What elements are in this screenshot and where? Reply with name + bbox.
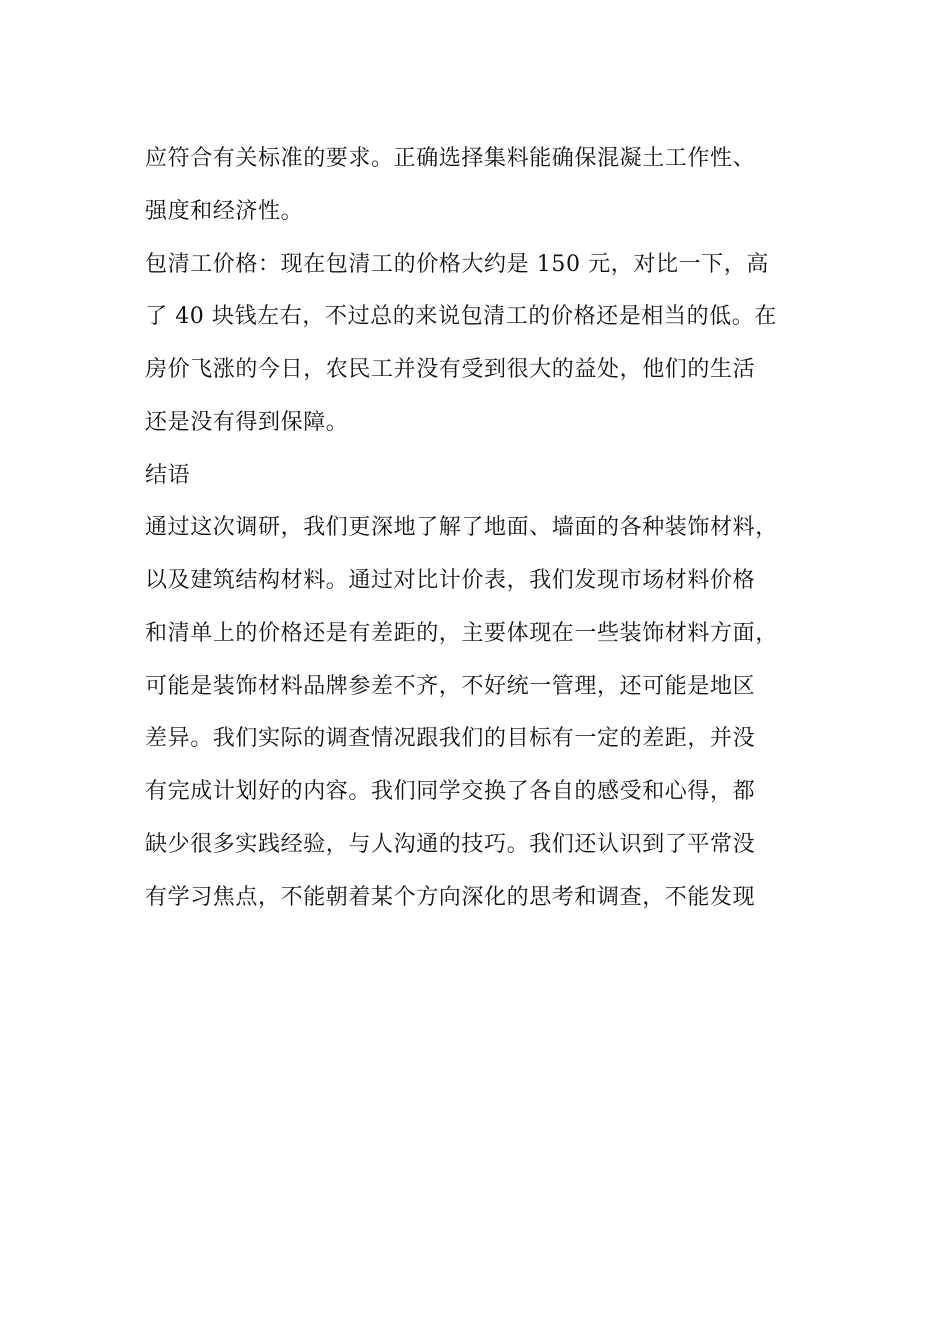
text-line: 包清工价格：现在包清工的价格大约是 150 元，对比一下，高 <box>145 251 769 277</box>
text-line: 差异。我们实际的调查情况跟我们的目标有一定的差距，并没 <box>145 726 756 752</box>
text-line: 有学习焦点，不能朝着某个方向深化的思考和调查，不能发现 <box>145 884 756 910</box>
text-line: 有完成计划好的内容。我们同学交换了各自的感受和心得，都 <box>145 779 756 804</box>
text-line: 还是没有得到保障。 <box>145 409 349 435</box>
text-line: 通过这次调研，我们更深地了解了地面、墙面的各种装饰材料， <box>145 515 778 541</box>
text-line: 和清单上的价格还是有差距的，主要体现在一些装饰材料方面， <box>145 620 778 646</box>
text-line: 房价飞涨的今日，农民工并没有受到很大的益处，他们的生活 <box>145 357 756 382</box>
section-heading: 结语 <box>145 462 191 488</box>
text-line: 可能是装饰材料品牌参差不齐，不好统一管理，还可能是地区 <box>145 673 756 699</box>
text-line: 了 40 块钱左右，不过总的来说包清工的价格还是相当的低。在 <box>145 304 777 330</box>
text-line: 强度和经济性。 <box>145 198 304 224</box>
text-line: 缺少很多实践经验，与人沟通的技巧。我们还认识到了平常没 <box>145 831 756 857</box>
text-line: 以及建筑结构材料。通过对比计价表，我们发现市场材料价格 <box>145 568 756 593</box>
text-line: 应符合有关标准的要求。正确选择集料能确保混凝土工作性、 <box>145 146 756 171</box>
document-body <box>145 133 825 924</box>
